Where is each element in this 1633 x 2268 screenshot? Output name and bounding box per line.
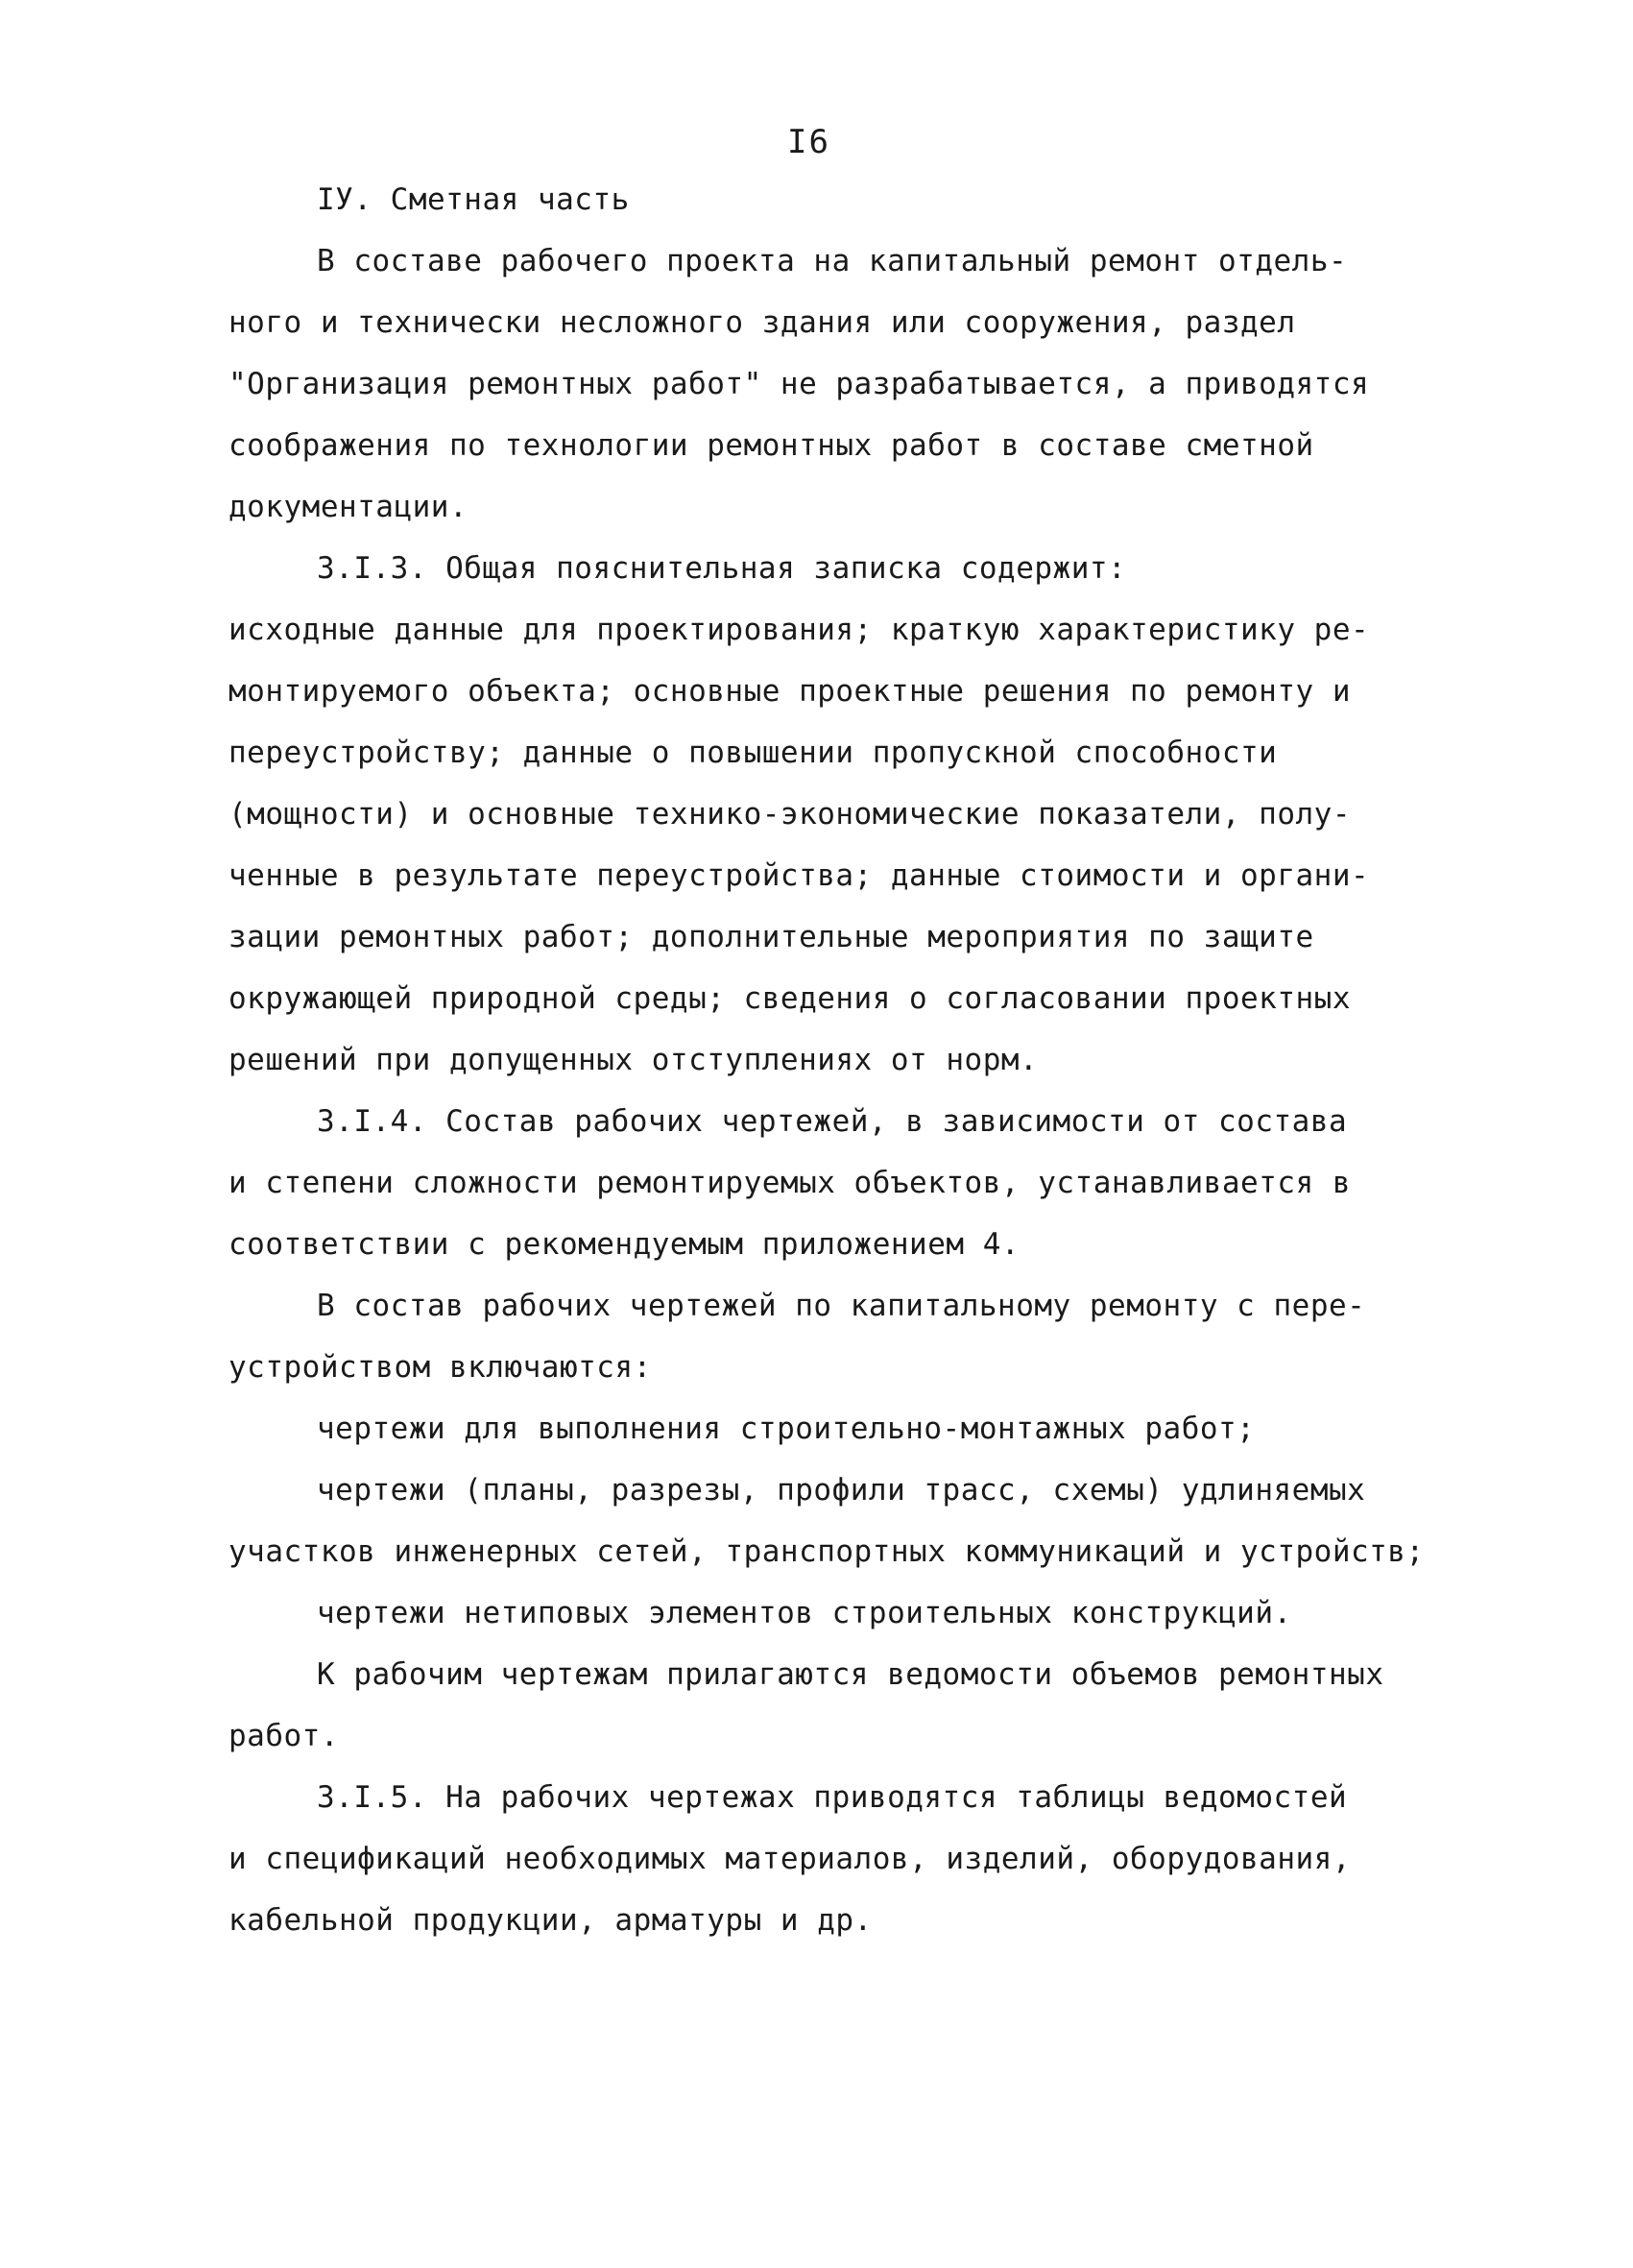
text-line: кабельной продукции, арматуры и др. [228,1903,873,1938]
page-number: I6 [787,123,830,161]
text-line: переустройству; данные о повышении пропускной способности [228,736,1278,770]
text-line: чертежи для выполнения строительно-монтажных работ; [317,1411,1256,1446]
text-line: 3.I.3. Общая пояснительная записка содержит: [317,551,1127,586]
text-line: и степени сложности ремонтируемых объектов, устанавливается в [228,1166,1351,1200]
text-line: монтируемого объекта; основные проектные решения по ремонту и [228,674,1351,709]
section-heading: IУ. Сметная часть [317,182,630,217]
text-line: В составе рабочего проекта на капитальный ремонт отдель- [317,244,1348,278]
text-line: участков инженерных сетей, транспортных коммуникаций и устройств; [228,1534,1425,1569]
text-line: окружающей природной среды; сведения о согласовании проектных [228,981,1351,1016]
text-line: (мощности) и основные технико-экономические показатели, полу- [228,797,1351,832]
text-line: соображения по технологии ремонтных работ в составе сметной [228,428,1314,463]
text-line: соответствии с рекомендуемым приложением 4. [228,1227,1021,1262]
text-line: К рабочим чертежам прилагаются ведомости объемов ремонтных [317,1657,1384,1692]
text-line: чертежи нетиповых элементов строительных конструкций. [317,1596,1292,1630]
text-line: работ. [228,1719,339,1753]
text-line: ного и технически несложного здания или сооружения, раздел [228,305,1296,340]
text-line: решений при допущенных отступлениях от норм. [228,1043,1039,1077]
text-line: зации ремонтных работ; дополнительные мероприятия по защите [228,920,1314,954]
text-line: устройством включаются: [228,1350,652,1385]
text-line: 3.I.5. На рабочих чертежах приводятся таблицы ведомостей [317,1780,1348,1815]
text-line: чертежи (планы, разрезы, профили трасс, схемы) удлиняемых [317,1473,1366,1508]
text-line: исходные данные для проектирования; краткую характеристику ре- [228,613,1370,647]
text-line: 3.I.4. Состав рабочих чертежей, в зависимости от состава [317,1104,1348,1139]
text-line: "Организация ремонтных работ" не разрабатывается, а приводятся [228,367,1370,401]
text-line: В состав рабочих чертежей по капитальному ремонту с пере- [317,1289,1366,1323]
text-line: документации. [228,490,468,524]
text-line: ченные в результате переустройства; данные стоимости и органи- [228,858,1370,893]
text-line: и спецификаций необходимых материалов, изделий, оборудования, [228,1842,1351,1876]
